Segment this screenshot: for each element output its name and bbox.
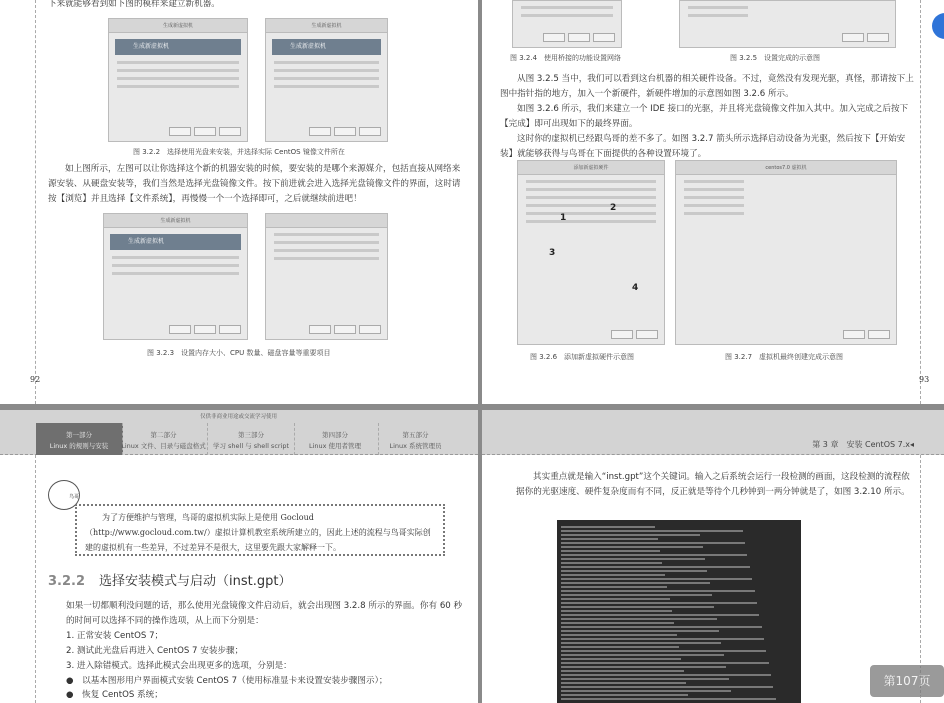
bullet-item: ● 以基本图形用户界面模式安装 CentOS 7（使用标准显卡来设置安装步骤图示）； <box>66 676 388 686</box>
paragraph: 如果一切都顺利没问题的话，那么使用光盘镜像文件启动后，就会出现图 3.2.8 所示的界面。你有 60 秒的时间可以选择不同的操作选项，从上而下分别是： <box>66 601 463 626</box>
terminal-line <box>561 618 717 620</box>
page-indicator-button[interactable]: 第107页 <box>870 665 944 697</box>
terminal-line <box>561 622 674 624</box>
first-line: 下来就能够看到如下图的模样来建立新机器。 <box>48 0 220 9</box>
part-tab: 第四部分 Linux 使用者管理 <box>292 423 379 455</box>
figure-caption: 图 3.2.3 设置内存大小、CPU 数量、磁盘容量等重要项目 <box>147 349 331 357</box>
terminal-line <box>561 554 747 556</box>
terminal-line <box>561 606 714 608</box>
terminal-line <box>561 690 731 692</box>
figure-screenshot <box>679 0 896 48</box>
terminal-line <box>561 530 743 532</box>
figure-screenshot <box>512 0 622 48</box>
part-tab: 第五部分 Linux 系统管理员 <box>389 431 442 450</box>
marker: 4 <box>632 283 639 293</box>
terminal-line <box>561 630 719 632</box>
terminal-screenshot <box>557 520 801 703</box>
terminal-line <box>561 562 662 564</box>
marker: 1 <box>560 213 567 223</box>
paragraph: 从图 3.2.5 当中，我们可以看到这台机器的相关硬件设备。不过，竟然没有发现光驱，真怪，那请按下上图中指针指的地方，加入一个新硬件，新硬件增加的示意图如图 3.2.6 所示。 <box>500 74 914 99</box>
terminal-line <box>561 566 750 568</box>
terminal-line <box>561 674 771 676</box>
terminal-line <box>561 650 766 652</box>
part-tab: 第二部分 Linux 文件、目录与磁盘格式 <box>120 423 208 455</box>
terminal-line <box>561 550 660 552</box>
part-tabs-header <box>0 410 478 455</box>
margin-line <box>35 0 36 404</box>
figure-screenshot: 生成新虚拟机 生成新虚拟机 <box>103 213 248 340</box>
terminal-line <box>561 682 686 684</box>
terminal-line <box>561 610 672 612</box>
terminal-line <box>561 590 755 592</box>
figure-screenshot: centos7.0 虚拟机 <box>675 160 897 345</box>
terminal-line <box>561 686 773 688</box>
chapter-header-band <box>482 410 944 455</box>
chapter-header: 第 3 章 安装 CentOS 7.x◂ <box>812 440 914 449</box>
figure-caption: 图 3.2.7 虚拟机最终创建完成示意图 <box>725 353 844 361</box>
terminal-line <box>561 670 684 672</box>
book-page-93 <box>482 0 944 404</box>
terminal-line <box>561 598 670 600</box>
section-heading: 3.2.2 选择安装模式与启动（inst.gpt） <box>48 574 292 589</box>
marker: 3 <box>549 248 556 258</box>
paragraph: 这时你的虚拟机已经跟鸟哥的差不多了。如图 3.2.7 箭头所示选择启动设备为光驱，然后按下【开始安装】就能够获得与鸟哥在下面提供的各种设置环境了。 <box>500 134 906 159</box>
terminal-line <box>561 666 726 668</box>
figure-caption: 图 3.2.2 选择使用光盘来安装，并选择实际 CentOS 镜像文件所在 <box>133 148 345 156</box>
terminal-line <box>561 602 757 604</box>
terminal-line <box>561 698 776 700</box>
list-item: 3. 进入除错模式。选择此模式会出现更多的选项，分别是： <box>66 661 292 671</box>
terminal-line <box>561 638 764 640</box>
paragraph: 如上图所示，左图可以让你选择这个新的机器安装的时候，要安装的是哪个来源媒介，包括直接从网络来源安装、从硬盘安装等，我们当然是选择光盘镜像文件。按下前进就会进入选择光盘镜像文件的界面，这时请按【浏览】并且选择【文件系统】，再慢慢一个一个选择即可，之后就继续前进吧！ <box>48 164 461 204</box>
book-page-92 <box>0 0 478 404</box>
note-box: 为了方便维护与管理，鸟哥的虚拟机实际上是使用 Gocloud（http://www.gocloud.com.tw/）虚拟计算机教室系统所建立的，因此上述的流程与鸟哥实际创建的虚拟机有一些差异，不过差异不是很大，这里要先跟大家解释一下。 <box>75 504 445 556</box>
terminal-line <box>561 542 745 544</box>
terminal-line <box>561 558 705 560</box>
bullet-item: ● 恢复 CentOS 系统； <box>66 690 163 700</box>
figure-screenshot: 生成新虚拟机 生成新虚拟机 <box>265 18 388 142</box>
terminal-line <box>561 658 681 660</box>
page-number: 92 <box>30 375 41 384</box>
book-page <box>482 410 944 703</box>
list-item: 1. 正常安装 CentOS 7； <box>66 631 164 641</box>
terminal-line <box>561 646 679 648</box>
terminal-line <box>561 654 724 656</box>
part-tab: 第三部分 学习 shell 与 shell script <box>208 423 295 455</box>
marker: 2 <box>610 203 617 213</box>
terminal-line <box>561 634 677 636</box>
book-page <box>0 410 478 703</box>
terminal-line <box>561 586 667 588</box>
figure-screenshot <box>265 213 388 340</box>
mascot-icon: 鸟哥 <box>48 480 80 510</box>
terminal-line <box>561 574 665 576</box>
terminal-line <box>561 694 688 696</box>
margin-line <box>920 0 921 404</box>
terminal-line <box>561 538 658 540</box>
margin-line <box>35 455 36 703</box>
paragraph: 如图 3.2.6 所示，我们来建立一个 IDE 接口的光驱，并且将光盘镜像文件加入其中。加入完成之后按下【完成】即可出现如下的最终界面。 <box>500 104 909 129</box>
terminal-line <box>561 578 752 580</box>
terminal-line <box>561 594 712 596</box>
terminal-line <box>561 626 762 628</box>
figure-screenshot: 添加新虚拟硬件 <box>517 160 665 345</box>
terminal-line <box>561 534 700 536</box>
terminal-line <box>561 614 759 616</box>
terminal-line <box>561 546 703 548</box>
terminal-line <box>561 526 655 528</box>
list-item: 2. 测试此光盘后再进入 CentOS 7 安装步骤； <box>66 646 244 656</box>
figure-screenshot: 生成新虚拟机 生成新虚拟机 <box>108 18 248 142</box>
terminal-line <box>561 662 769 664</box>
terminal-line <box>561 570 707 572</box>
part-tab: 第一部分 Linux 的规则与安装 <box>36 423 123 455</box>
terminal-line <box>561 678 729 680</box>
figure-caption: 图 3.2.5 设置完成的示意图 <box>730 54 821 62</box>
terminal-line <box>561 582 710 584</box>
page-number: 93 <box>919 375 930 384</box>
watermark: 仅供非商业用途或交流学习使用 <box>200 414 278 420</box>
paragraph: 其实重点就是输入“inst.gpt”这个关键词。输入之后系统会运行一段检测的画面，这段检测的流程依据你的光驱速度、硬件复杂度而有不同，反正就是等待个几秒钟到一两分钟就是了，如图 3.2.10 所示。 <box>516 472 910 497</box>
terminal-line <box>561 642 721 644</box>
figure-caption: 图 3.2.4 使用桥接的功能设置网络 <box>510 54 622 62</box>
figure-caption: 图 3.2.6 添加新虚拟硬件示意图 <box>530 353 635 361</box>
